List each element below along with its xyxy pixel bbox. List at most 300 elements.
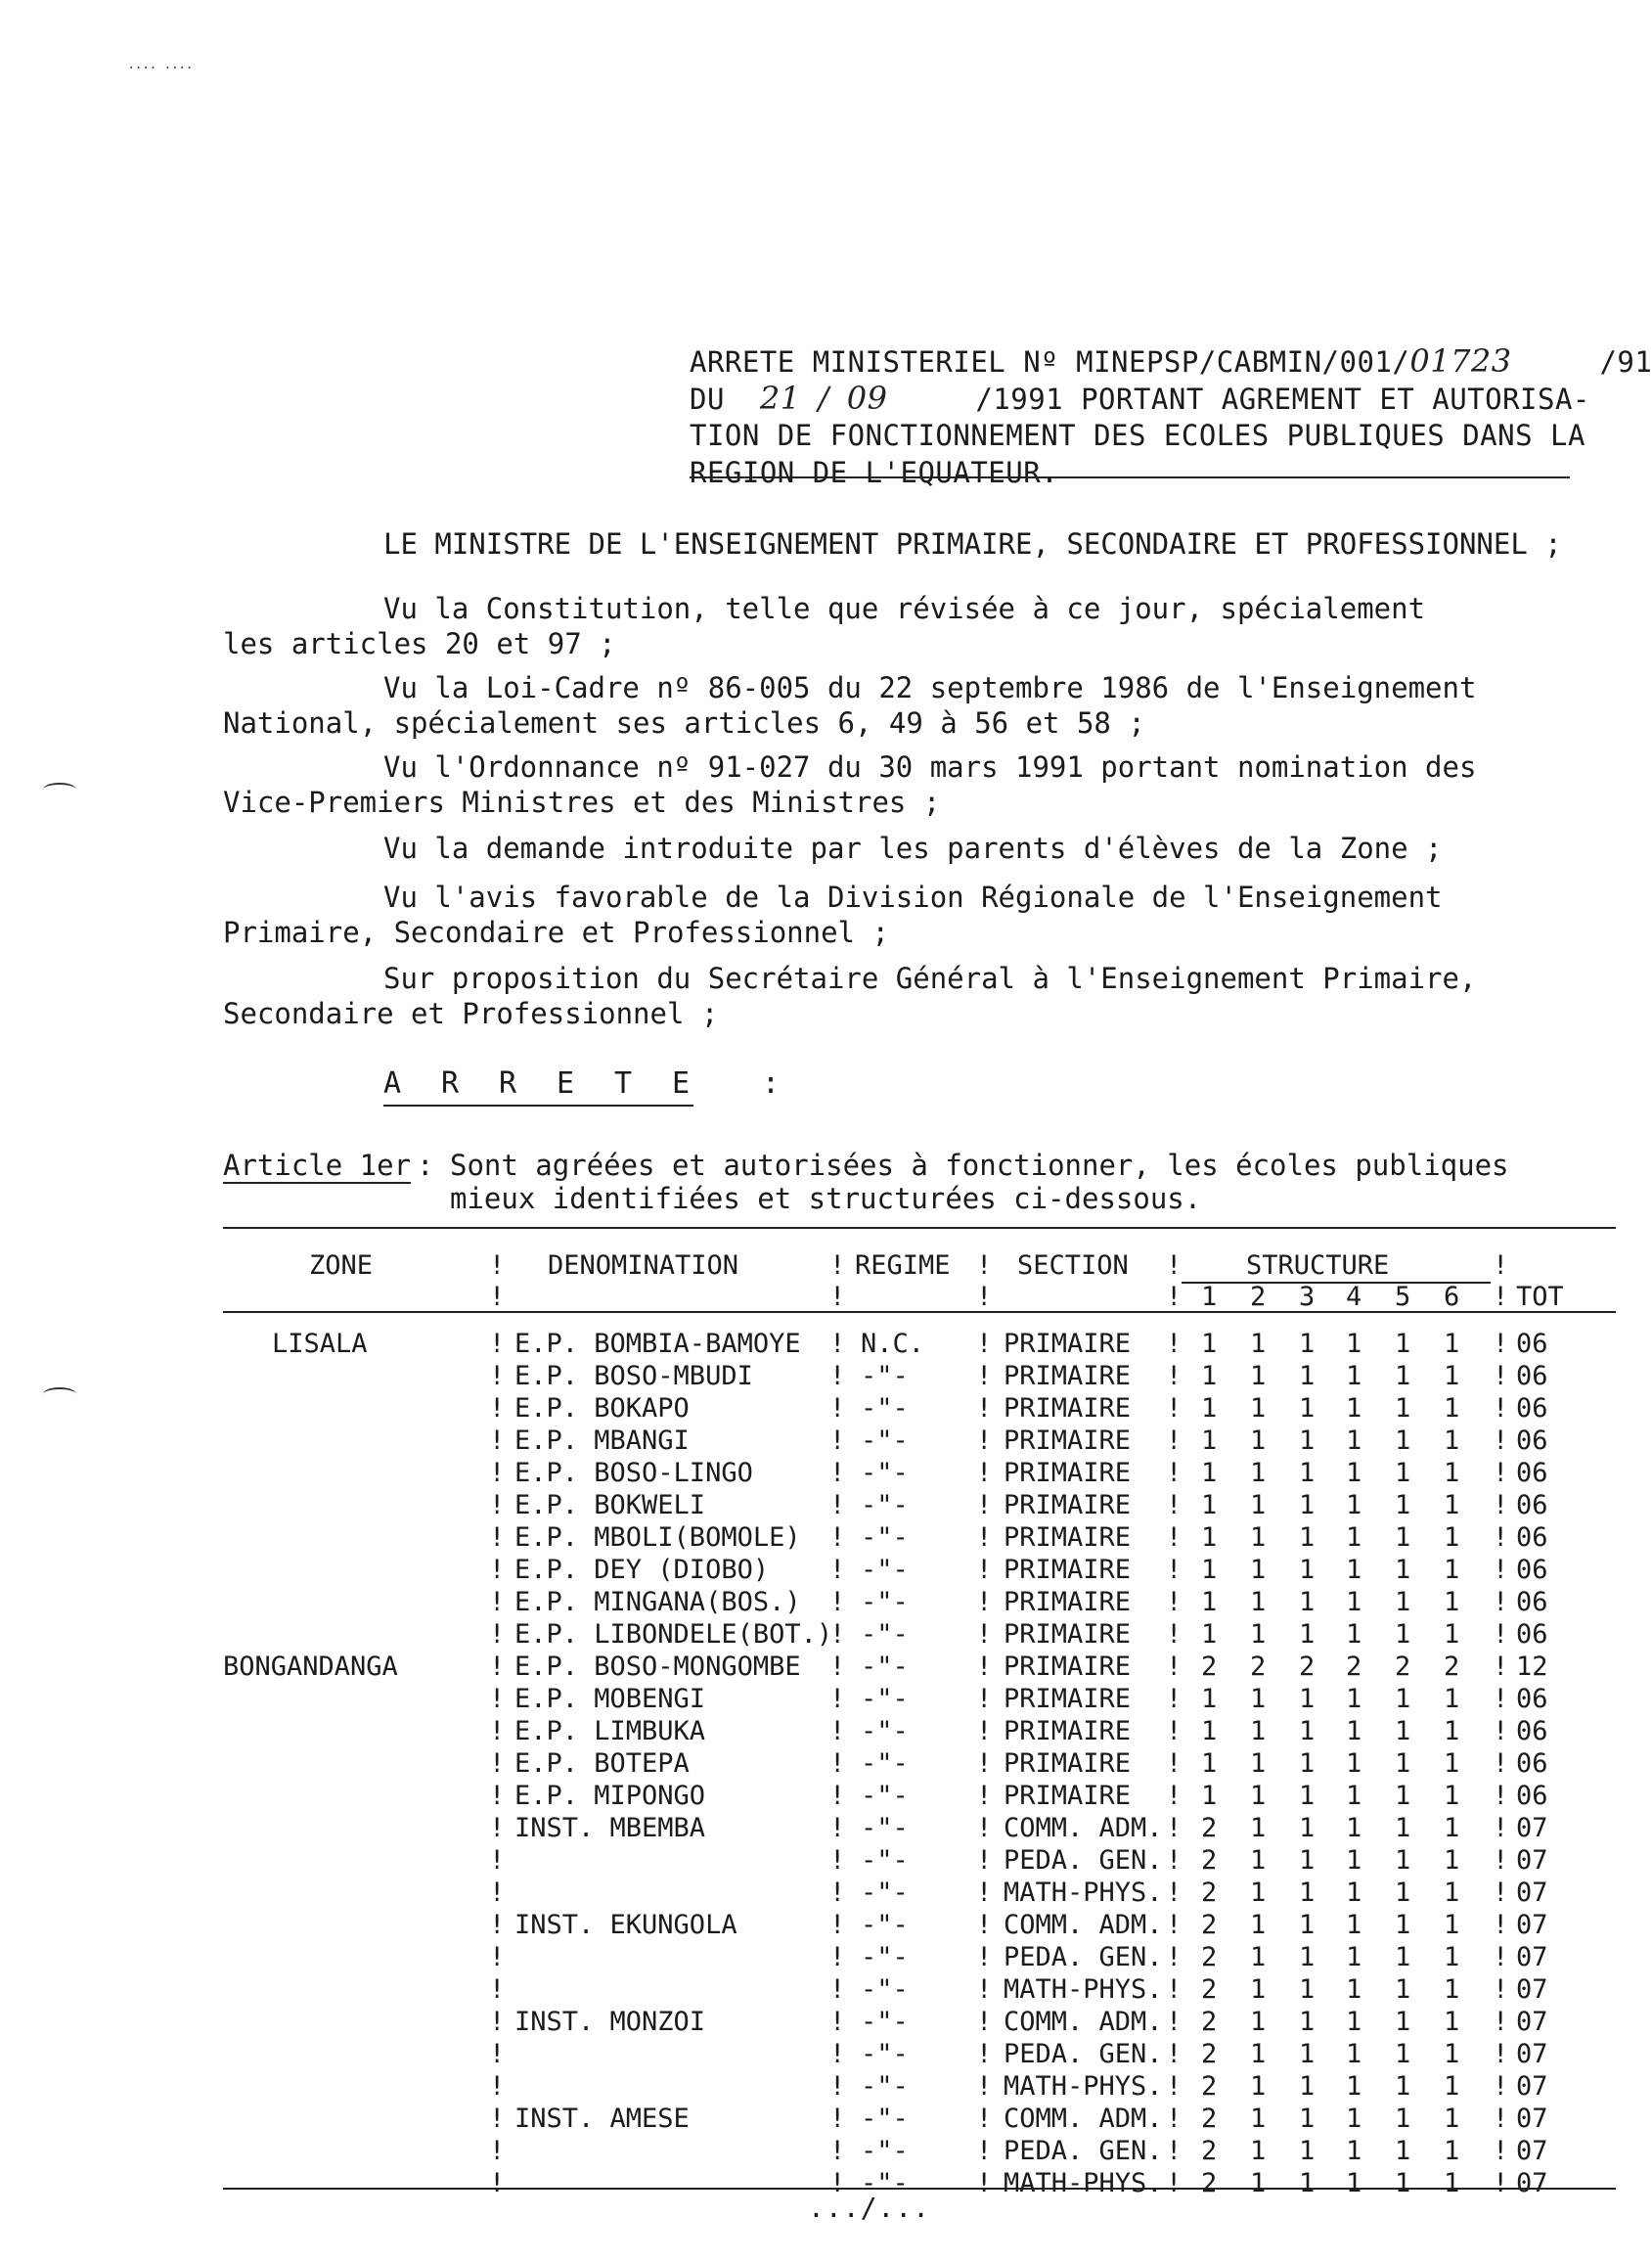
regime-cell: -"-	[861, 2136, 909, 2166]
structure-count-cell: 1	[1346, 1716, 1362, 1746]
structure-count-cell: 1	[1346, 2007, 1362, 2037]
section-cell: PRIMAIRE	[1004, 1684, 1132, 1714]
year-header: 6	[1444, 1282, 1460, 1312]
year-header: 1	[1201, 1282, 1218, 1312]
consideration-line: Secondaire et Professionnel ;	[223, 997, 719, 1030]
section-cell: COMM. ADM.	[1004, 2007, 1163, 2037]
regime-cell: -"-	[861, 2039, 909, 2069]
structure-count-cell: 1	[1299, 1587, 1316, 1617]
table-row	[223, 1587, 1612, 1619]
column-separator: !	[1493, 2104, 1509, 2134]
column-separator: !	[489, 1426, 506, 1456]
structure-count-cell: 1	[1395, 1748, 1411, 1779]
structure-count-cell: 1	[1346, 1813, 1362, 1843]
structure-count-cell: 1	[1395, 1974, 1411, 2005]
column-separator: !	[489, 1619, 506, 1650]
section-cell: PRIMAIRE	[1004, 1329, 1132, 1359]
regime-cell: -"-	[861, 2104, 909, 2134]
total-cell: 06	[1516, 1329, 1548, 1359]
structure-count-cell: 1	[1299, 1813, 1316, 1843]
total-cell: 07	[1516, 1942, 1548, 1972]
structure-count-cell: 1	[1250, 1426, 1267, 1456]
table-row	[223, 1942, 1612, 1974]
decree-title	[690, 342, 1652, 491]
consideration-paragraph	[223, 880, 1495, 950]
column-separator: !	[829, 1748, 846, 1779]
total-cell: 07	[1516, 1974, 1548, 2005]
regime-cell: -"-	[861, 1684, 909, 1714]
structure-count-cell: 1	[1201, 1716, 1218, 1746]
column-separator: !	[1493, 1910, 1509, 1940]
column-separator: !	[489, 1910, 506, 1940]
structure-count-cell: 1	[1250, 1587, 1267, 1617]
column-separator: !	[489, 2039, 506, 2069]
column-separator: !	[1166, 1555, 1183, 1585]
section-cell: PRIMAIRE	[1004, 1426, 1132, 1456]
column-separator: !	[829, 1619, 846, 1650]
column-separator: !	[1166, 1619, 1183, 1650]
column-separator: !	[1493, 2039, 1509, 2069]
column-separator: !	[1493, 2071, 1509, 2102]
denomination-cell: E.P. BOSO-MBUDI	[514, 1361, 753, 1391]
zone-cell: BONGANDANGA	[223, 1652, 398, 1682]
structure-count-cell: 2	[1201, 1878, 1218, 1908]
column-separator: !	[976, 1393, 993, 1424]
hole-punch-mark	[43, 1387, 76, 1401]
structure-count-cell: 1	[1299, 1748, 1316, 1779]
structure-count-cell: 1	[1395, 1813, 1411, 1843]
column-separator: !	[976, 2039, 993, 2069]
column-header-zone: ZONE	[309, 1250, 374, 1281]
section-cell: PRIMAIRE	[1004, 1458, 1132, 1488]
total-cell: 07	[1516, 2039, 1548, 2069]
structure-count-cell: 1	[1250, 1361, 1267, 1391]
regime-cell: -"-	[861, 2168, 909, 2198]
structure-count-cell: 1	[1201, 1684, 1218, 1714]
column-separator: !	[829, 1250, 846, 1281]
regime-cell: -"-	[861, 2071, 909, 2102]
structure-count-cell: 1	[1395, 1329, 1411, 1359]
table-row	[223, 1458, 1612, 1490]
consideration-line: Vice-Premiers Ministres et des Ministres ;	[223, 786, 941, 819]
structure-count-cell: 1	[1250, 1974, 1267, 2005]
structure-count-cell: 1	[1395, 1555, 1411, 1585]
table-row	[223, 1393, 1612, 1426]
title-line-4: REGION DE L'EQUATEUR.	[690, 456, 1059, 489]
regime-cell: -"-	[861, 1619, 909, 1650]
column-separator: !	[829, 1974, 846, 2005]
table-row	[223, 1361, 1612, 1393]
structure-count-cell: 1	[1250, 1555, 1267, 1585]
structure-count-cell: 1	[1346, 2168, 1362, 2198]
column-separator: !	[1493, 1942, 1509, 1972]
column-header-denomination: DENOMINATION	[548, 1250, 739, 1281]
column-separator: !	[829, 1587, 846, 1617]
structure-count-cell: 1	[1346, 1845, 1362, 1876]
column-separator: !	[1493, 1329, 1509, 1359]
table-row	[223, 1845, 1612, 1878]
arrete-letter: E	[672, 1066, 691, 1101]
consideration-paragraph	[223, 670, 1495, 741]
title-underline	[690, 476, 1570, 478]
consideration-line: Vu l'Ordonnance nº 91-027 du 30 mars 1991 portant nomination des	[383, 750, 1477, 784]
column-separator: !	[1493, 1490, 1509, 1520]
section-cell: PRIMAIRE	[1004, 1619, 1132, 1650]
column-separator: !	[489, 2168, 506, 2198]
denomination-cell: INST. MONZOI	[514, 2007, 706, 2037]
structure-count-cell: 1	[1395, 1845, 1411, 1876]
column-separator: !	[489, 1942, 506, 1972]
structure-count-cell: 1	[1250, 1748, 1267, 1779]
structure-count-cell: 1	[1201, 1522, 1218, 1553]
title-line-3: TION DE FONCTIONNEMENT DES ECOLES PUBLIQUES DANS LA	[690, 419, 1585, 452]
regime-cell: -"-	[861, 1716, 909, 1746]
column-separator: !	[976, 1458, 993, 1488]
column-separator: !	[489, 1716, 506, 1746]
structure-count-cell: 1	[1299, 1716, 1316, 1746]
column-separator: !	[976, 1748, 993, 1779]
column-separator: !	[489, 2104, 506, 2134]
structure-count-cell: 1	[1346, 1490, 1362, 1520]
column-separator: !	[1166, 1490, 1183, 1520]
column-separator: !	[1493, 1748, 1509, 1779]
structure-count-cell: 1	[1444, 1942, 1460, 1972]
column-separator: !	[1166, 1361, 1183, 1391]
column-separator: !	[976, 1426, 993, 1456]
column-separator: !	[829, 1426, 846, 1456]
total-cell: 07	[1516, 2007, 1548, 2037]
structure-count-cell: 1	[1346, 1781, 1362, 1811]
total-cell: 07	[1516, 2136, 1548, 2166]
structure-count-cell: 1	[1299, 1458, 1316, 1488]
structure-count-cell: 1	[1201, 1555, 1218, 1585]
structure-count-cell: 2	[1201, 2007, 1218, 2037]
consideration-line: Vu la demande introduite par les parents d'élèves de la Zone ;	[383, 832, 1443, 865]
total-cell: 06	[1516, 1361, 1548, 1391]
regime-cell: -"-	[861, 1813, 909, 1843]
denomination-cell: E.P. MOBENGI	[514, 1684, 706, 1714]
denomination-cell: E.P. LIBONDELE(BOT.)	[514, 1619, 833, 1650]
structure-count-cell: 1	[1395, 1587, 1411, 1617]
structure-count-cell: 1	[1250, 1845, 1267, 1876]
title-line-1	[690, 342, 1652, 380]
table-row	[223, 1878, 1612, 1910]
total-cell: 06	[1516, 1716, 1548, 1746]
column-separator: !	[829, 2136, 846, 2166]
structure-count-cell: 1	[1395, 2007, 1411, 2037]
structure-count-cell: 1	[1395, 1684, 1411, 1714]
structure-count-cell: 1	[1250, 1878, 1267, 1908]
column-separator: !	[976, 1878, 993, 1908]
structure-count-cell: 1	[1444, 1813, 1460, 1843]
structure-count-cell: 1	[1299, 1393, 1316, 1424]
structure-count-cell: 1	[1299, 1942, 1316, 1972]
column-separator: !	[1493, 1361, 1509, 1391]
section-cell: PRIMAIRE	[1004, 1716, 1132, 1746]
table-row	[223, 1781, 1612, 1813]
column-separator: !	[976, 1329, 993, 1359]
structure-count-cell: 1	[1444, 1910, 1460, 1940]
column-separator: !	[1493, 1522, 1509, 1553]
column-separator: !	[976, 1813, 993, 1843]
total-cell: 06	[1516, 1619, 1548, 1650]
column-separator: !	[1166, 1910, 1183, 1940]
structure-count-cell: 1	[1346, 2136, 1362, 2166]
total-cell: 06	[1516, 1781, 1548, 1811]
structure-count-cell: 2	[1201, 2039, 1218, 2069]
column-separator: !	[1166, 1684, 1183, 1714]
title-line-2	[690, 380, 1590, 417]
structure-count-cell: 1	[1201, 1619, 1218, 1650]
structure-count-cell: 1	[1201, 1329, 1218, 1359]
column-separator: !	[829, 1652, 846, 1682]
structure-count-cell: 1	[1201, 1361, 1218, 1391]
table-row	[223, 1748, 1612, 1781]
arrete-word	[383, 1066, 693, 1107]
table-row	[223, 1426, 1612, 1458]
section-cell: PEDA. GEN.	[1004, 1845, 1163, 1876]
structure-count-cell: 1	[1395, 1716, 1411, 1746]
column-separator: !	[1166, 1942, 1183, 1972]
denomination-cell: E.P. MBOLI(BOMOLE)	[514, 1522, 801, 1553]
denomination-cell: E.P. MBANGI	[514, 1426, 690, 1456]
column-separator: !	[829, 1684, 846, 1714]
column-separator: !	[976, 1845, 993, 1876]
table-row	[223, 2071, 1612, 2104]
structure-count-cell: 1	[1346, 1426, 1362, 1456]
structure-count-cell: 1	[1444, 1522, 1460, 1553]
column-header-structure: STRUCTURE	[1246, 1250, 1390, 1281]
column-separator: !	[1493, 2168, 1509, 2198]
regime-cell: -"-	[861, 1878, 909, 1908]
table-row	[223, 1555, 1612, 1587]
total-cell: 07	[1516, 1813, 1548, 1843]
year-header: 3	[1299, 1282, 1316, 1312]
structure-count-cell: 1	[1444, 2104, 1460, 2134]
total-cell: 06	[1516, 1587, 1548, 1617]
structure-count-cell: 1	[1299, 1878, 1316, 1908]
column-separator: !	[1493, 1845, 1509, 1876]
denomination-cell: E.P. BOMBIA-BAMOYE	[514, 1329, 801, 1359]
column-separator: !	[1166, 2039, 1183, 2069]
section-cell: PRIMAIRE	[1004, 1652, 1132, 1682]
column-separator: !	[1166, 2071, 1183, 2102]
structure-count-cell: 1	[1299, 2039, 1316, 2069]
structure-count-cell: 2	[1201, 2168, 1218, 2198]
structure-count-cell: 1	[1444, 1587, 1460, 1617]
total-cell: 06	[1516, 1748, 1548, 1779]
column-separator: !	[1166, 1393, 1183, 1424]
column-separator: !	[1166, 1748, 1183, 1779]
arrete-heading	[383, 1066, 780, 1107]
structure-count-cell: 1	[1395, 1910, 1411, 1940]
structure-count-cell: 1	[1250, 1329, 1267, 1359]
section-cell: COMM. ADM.	[1004, 1813, 1163, 1843]
structure-count-cell: 2	[1201, 1974, 1218, 2005]
column-separator: !	[976, 1910, 993, 1940]
article-label: Article 1er	[223, 1149, 412, 1182]
column-separator: !	[829, 2168, 846, 2198]
total-cell: 07	[1516, 1845, 1548, 1876]
column-separator: !	[976, 1555, 993, 1585]
table-row	[223, 1716, 1612, 1748]
arrete-letter: E	[557, 1066, 575, 1101]
minister-heading: LE MINISTRE DE L'ENSEIGNEMENT PRIMAIRE, SECONDAIRE ET PROFESSIONNEL ;	[383, 527, 1562, 561]
structure-count-cell: 1	[1346, 1974, 1362, 2005]
structure-count-cell: 1	[1395, 1393, 1411, 1424]
section-cell: PEDA. GEN.	[1004, 1942, 1163, 1972]
column-separator: !	[829, 1910, 846, 1940]
structure-count-cell: 1	[1250, 2039, 1267, 2069]
denomination-cell: E.P. BOKAPO	[514, 1393, 690, 1424]
column-separator: !	[976, 2071, 993, 2102]
structure-count-cell: 1	[1346, 1619, 1362, 1650]
consideration-line: Vu la Constitution, telle que révisée à ce jour, spécialement	[383, 592, 1426, 625]
column-separator: !	[1493, 1426, 1509, 1456]
structure-count-cell: 1	[1299, 1329, 1316, 1359]
structure-count-cell: 2	[1201, 2136, 1218, 2166]
structure-count-cell: 1	[1395, 2168, 1411, 2198]
title-ref-prefix: ARRETE MINISTERIEL Nº MINEPSP/CABMIN/001/	[690, 345, 1410, 379]
column-separator: !	[489, 1329, 506, 1359]
structure-count-cell: 1	[1444, 1845, 1460, 1876]
structure-count-cell: 1	[1444, 2039, 1460, 2069]
section-cell: PRIMAIRE	[1004, 1555, 1132, 1585]
structure-count-cell: 1	[1250, 2168, 1267, 2198]
structure-count-cell: 1	[1444, 1684, 1460, 1714]
structure-count-cell: 1	[1250, 1522, 1267, 1553]
structure-count-cell: 1	[1299, 2136, 1316, 2166]
structure-count-cell: 1	[1299, 1845, 1316, 1876]
structure-count-cell: 1	[1201, 1587, 1218, 1617]
table-row	[223, 1329, 1612, 1361]
total-cell: 07	[1516, 2104, 1548, 2134]
section-cell: PEDA. GEN.	[1004, 2136, 1163, 2166]
handwritten-month: 09	[846, 380, 888, 417]
total-cell: 06	[1516, 1426, 1548, 1456]
column-separator: !	[976, 1522, 993, 1553]
structure-count-cell: 1	[1346, 2104, 1362, 2134]
denomination-cell: E.P. MIPONGO	[514, 1781, 706, 1811]
regime-cell: -"-	[861, 1652, 909, 1682]
denomination-cell: INST. EKUNGOLA	[514, 1910, 737, 1940]
regime-cell: -"-	[861, 1361, 909, 1391]
structure-count-cell: 1	[1201, 1393, 1218, 1424]
title-date-prefix: DU	[690, 383, 725, 416]
structure-count-cell: 1	[1346, 1684, 1362, 1714]
regime-cell: -"-	[861, 2007, 909, 2037]
column-separator: !	[829, 1781, 846, 1811]
column-separator: !	[489, 1748, 506, 1779]
consideration-line: Sur proposition du Secrétaire Général à l'Enseignement Primaire,	[383, 962, 1477, 995]
table-row	[223, 1619, 1612, 1652]
column-separator: !	[976, 1250, 993, 1281]
column-separator: !	[1493, 2007, 1509, 2037]
table-row	[223, 1910, 1612, 1942]
structure-count-cell: 1	[1299, 1781, 1316, 1811]
zone-cell: LISALA	[272, 1329, 368, 1359]
handwritten-decree-number: 01723	[1409, 342, 1512, 380]
title-date-suffix: /1991 PORTANT AGREMENT ET AUTORISA-	[975, 383, 1590, 416]
total-cell: 06	[1516, 1458, 1548, 1488]
article-line: Sont agréées et autorisées à fonctionner, les écoles publiques	[450, 1149, 1509, 1182]
column-separator: !	[829, 1716, 846, 1746]
column-separator: !	[1493, 1393, 1509, 1424]
structure-count-cell: 1	[1395, 2071, 1411, 2102]
structure-count-cell: 1	[1395, 2104, 1411, 2134]
structure-count-cell: 1	[1250, 1781, 1267, 1811]
structure-count-cell: 1	[1395, 1781, 1411, 1811]
column-separator: !	[1166, 2104, 1183, 2134]
structure-count-cell: 2	[1201, 1845, 1218, 1876]
structure-count-cell: 2	[1250, 1652, 1267, 1682]
consideration-paragraph	[223, 591, 1495, 661]
structure-count-cell: 1	[1444, 1329, 1460, 1359]
arrete-letter: T	[614, 1066, 633, 1101]
total-cell: 07	[1516, 2071, 1548, 2102]
structure-count-cell: 1	[1250, 2007, 1267, 2037]
column-separator: !	[489, 2136, 506, 2166]
regime-cell: -"-	[861, 1555, 909, 1585]
structure-count-cell: 1	[1346, 1458, 1362, 1488]
structure-count-cell: 1	[1444, 1619, 1460, 1650]
column-separator: !	[976, 1652, 993, 1682]
structure-count-cell: 1	[1395, 1942, 1411, 1972]
column-separator: !	[1166, 2007, 1183, 2037]
column-separator: !	[1493, 1587, 1509, 1617]
total-cell: 07	[1516, 2168, 1548, 2198]
column-separator: !	[976, 1716, 993, 1746]
regime-cell: -"-	[861, 1587, 909, 1617]
denomination-cell: E.P. LIMBUKA	[514, 1716, 706, 1746]
column-separator: !	[489, 1813, 506, 1843]
table-row	[223, 1522, 1612, 1555]
structure-count-cell: 1	[1395, 1426, 1411, 1456]
structure-count-cell: 1	[1346, 2039, 1362, 2069]
denomination-cell: E.P. BOKWELI	[514, 1490, 706, 1520]
denomination-cell: E.P. BOSO-MONGOMBE	[514, 1652, 801, 1682]
column-separator: !	[829, 1282, 846, 1312]
arrete-letter: A	[383, 1066, 402, 1101]
structure-count-cell: 1	[1250, 1942, 1267, 1972]
total-cell: 06	[1516, 1522, 1548, 1553]
section-cell: MATH-PHYS.	[1004, 2168, 1163, 2198]
total-cell: 06	[1516, 1684, 1548, 1714]
column-separator: !	[489, 1250, 506, 1281]
column-separator: !	[976, 1942, 993, 1972]
section-cell: PRIMAIRE	[1004, 1522, 1132, 1553]
column-separator: !	[976, 2136, 993, 2166]
structure-count-cell: 1	[1444, 2007, 1460, 2037]
denomination-cell: INST. AMESE	[514, 2104, 690, 2134]
column-separator: !	[1166, 1974, 1183, 2005]
structure-count-cell: 1	[1299, 2071, 1316, 2102]
structure-count-cell: 1	[1299, 1555, 1316, 1585]
total-cell: 12	[1516, 1652, 1548, 1682]
column-separator: !	[976, 1684, 993, 1714]
column-header-section: SECTION	[1017, 1250, 1129, 1281]
column-separator: !	[976, 1619, 993, 1650]
column-separator: !	[489, 1878, 506, 1908]
denomination-cell: E.P. BOTEPA	[514, 1748, 690, 1779]
regime-cell: -"-	[861, 1910, 909, 1940]
structure-count-cell: 2	[1299, 1652, 1316, 1682]
consideration-line: Vu l'avis favorable de la Division Régionale de l'Enseignement	[383, 881, 1443, 914]
consideration-paragraph	[223, 961, 1495, 1031]
column-separator: !	[829, 1878, 846, 1908]
table-row	[223, 1652, 1612, 1684]
structure-count-cell: 1	[1250, 1458, 1267, 1488]
